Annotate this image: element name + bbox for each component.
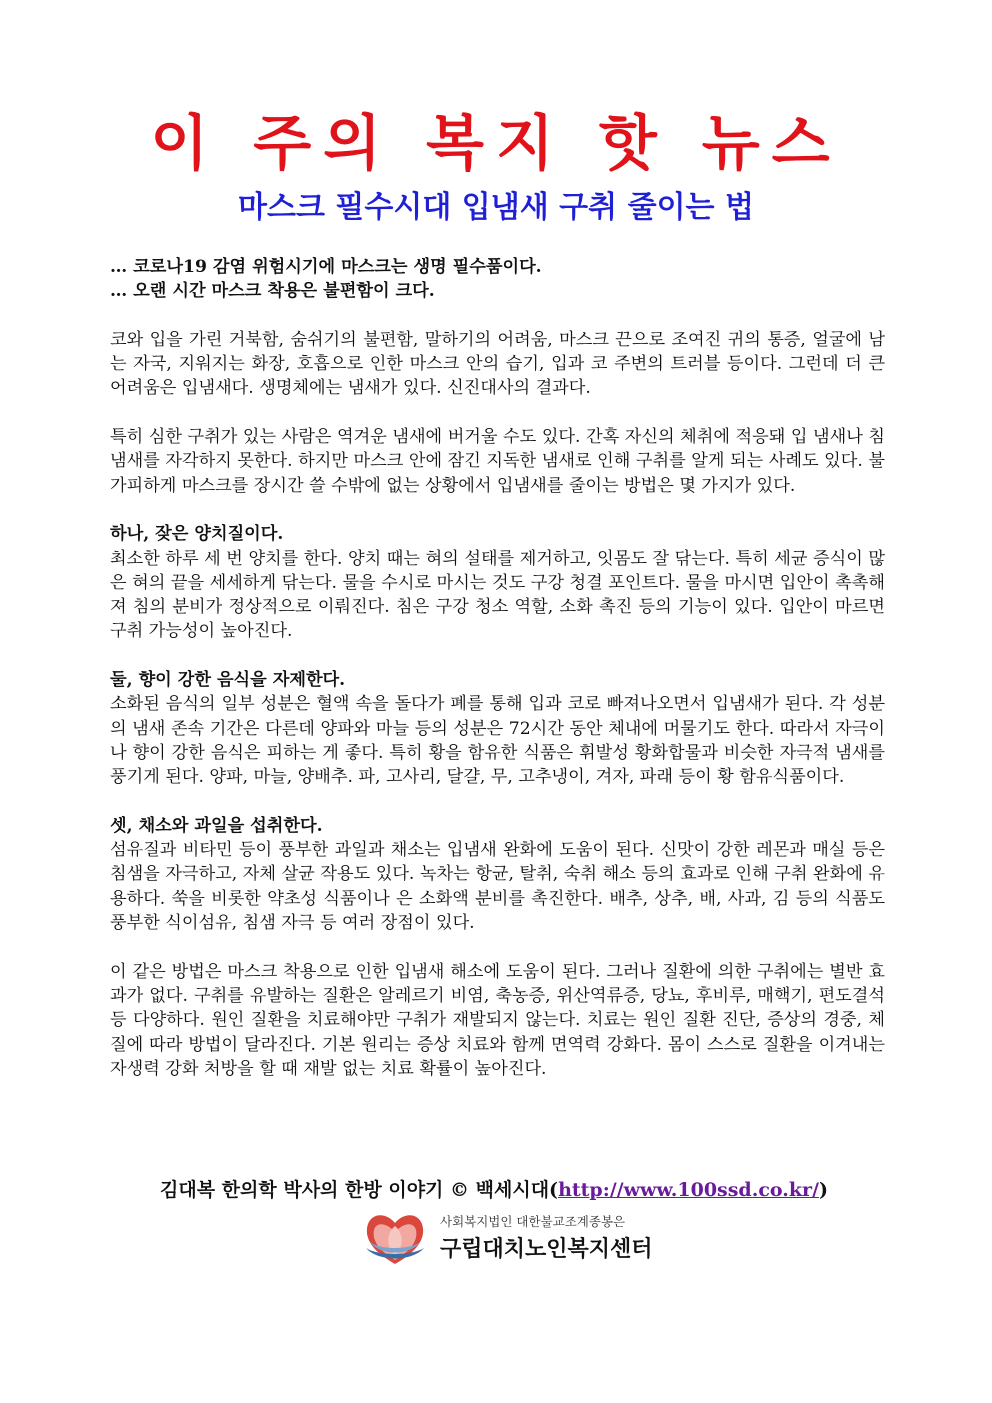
section-body: 최소한 하루 세 번 양치를 한다. 양치 때는 혀의 설태를 제거하고, 잇몸도 잘 닦는다. 특히 세균 증식이 많은 혀의 끝을 세세하게 닦는다. 물을 수시로 마시는 것도 구강 청결 포인트다. 물을 마시면 입안이 촉촉해져 침의 분비가 정상적으로 이뤄진다. 침은 구강 청소 역할, 소화 촉진 등의 기능이 있다. 입안이 마르면 구취 가능성이 높아진다. — [110, 548, 885, 642]
page-title: 이 주의 복지 핫 뉴스 — [150, 109, 842, 179]
source-credit — [160, 1175, 828, 1202]
article-subtitle: 마스크 필수시대 입냄새 구취 줄이는 법 — [238, 190, 754, 225]
logo-org-text: 사회복지법인 대한불교조계종봉은 — [440, 1214, 626, 1229]
section-heading: 셋, 채소와 과일을 섭취한다. — [110, 815, 323, 836]
section-heading: 둘, 향이 강한 음식을 자제한다. — [110, 670, 346, 691]
conclusion-paragraph: 이 같은 방법은 마스크 착용으로 인한 입냄새 해소에 도움이 된다. 그러나 질환에 의한 구취에는 별반 효과가 없다. 구취를 유발하는 질환은 알레르기 비염, 축농증, 위산역류증, 당뇨, 후비루, 매핵기, 편도결석 등 다양하다. 원인 질환을 치료해야만 구취가 재발되지 않는다. 치료는 원인 질환 진단, 증상의 경중, 체질에 따라 방법이 달라진다. 기본 원리는 증상 치료와 함께 면역력 강화다. 몸이 스스로 질환을 이겨내는 자생력 강화 처방을 할 때 재발 없는 치료 확률이 높아진다. — [110, 961, 885, 1079]
summary-bullet: … 코로나19 감염 위험시기에 마스크는 생명 필수품이다. — [110, 257, 542, 277]
section-body: 소화된 음식의 일부 성분은 혈액 속을 돌다가 폐를 통해 입과 코로 빠져나오면서 입냄새가 된다. 각 성분의 냄새 존속 기간은 다른데 양파와 마늘 등의 성분은 72시간 동안 체내에 머물기도 한다. 따라서 자극이나 향이 강한 음식은 피하는 게 좋다. 특히 황을 함유한 식품은 휘발성 황화합물과 비슷한 자극적 냄새를 풍기게 된다. 양파, 마늘, 양배추. 파, 고사리, 달걀, 무, 고추냉이, 겨자, 파래 등이 황 함유식품이다. — [110, 694, 885, 788]
section-body: 섬유질과 비타민 등이 풍부한 과일과 채소는 입냄새 완화에 도움이 된다. 신맛이 강한 레몬과 매실 등은 침샘을 자극하고, 자체 살균 작용도 있다. 녹차는 항균, 탈취, 숙취 해소 등의 효과로 인해 구취 완화에 유용하다. 쑥을 비롯한 약초성 식품이나 은 소화액 분비를 촉진한다. 배추, 상추, 배, 사과, 김 등의 식품도 풍부한 식이섬유, 침샘 자극 등 여러 장점이 있다. — [110, 840, 885, 934]
source-link[interactable]: http://www.100ssd.co.kr/ — [558, 1179, 819, 1201]
summary-bullets — [110, 255, 885, 304]
intro-paragraph: 코와 입을 가린 거북함, 숨쉬기의 불편함, 말하기의 어려움, 마스크 끈으로 조여진 귀의 통증, 얼굴에 남는 자국, 지워지는 화장, 호흡으로 인한 마스크 안의 습기, 입과 코 주변의 트러블 등이다. 그런데 더 큰 어려움은 입냄새다. 생명체에는 냄새가 있다. 신진대사의 결과다. — [110, 329, 885, 399]
logo-center-name: 구립대치노인복지센터 — [440, 1237, 653, 1262]
section-heading: 하나, 잦은 양치질이다. — [110, 524, 284, 545]
summary-bullet: … 오랜 시간 마스크 착용은 불편함이 크다. — [110, 281, 435, 302]
lotus-heart-icon — [360, 1206, 430, 1268]
article-body — [110, 255, 885, 1081]
intro-paragraph: 특히 심한 구취가 있는 사람은 역겨운 냄새에 버거울 수도 있다. 간혹 자신의 체취에 적응돼 입 냄새나 침 냄새를 자각하지 못한다. 하지만 마스크 안에 잠긴 지독한 냄새로 인해 구취를 알게 되는 사례도 있다. 불가피하게 마스크를 장시간 쓸 수밖에 없는 상황에서 입냄새를 줄이는 방법은 몇 가지가 있다. — [110, 427, 885, 496]
credit-text: 김대복 한의학 박사의 한방 이야기 © 백세시대( — [160, 1179, 559, 1201]
center-logo — [360, 1206, 653, 1268]
credit-close: ) — [818, 1179, 828, 1201]
